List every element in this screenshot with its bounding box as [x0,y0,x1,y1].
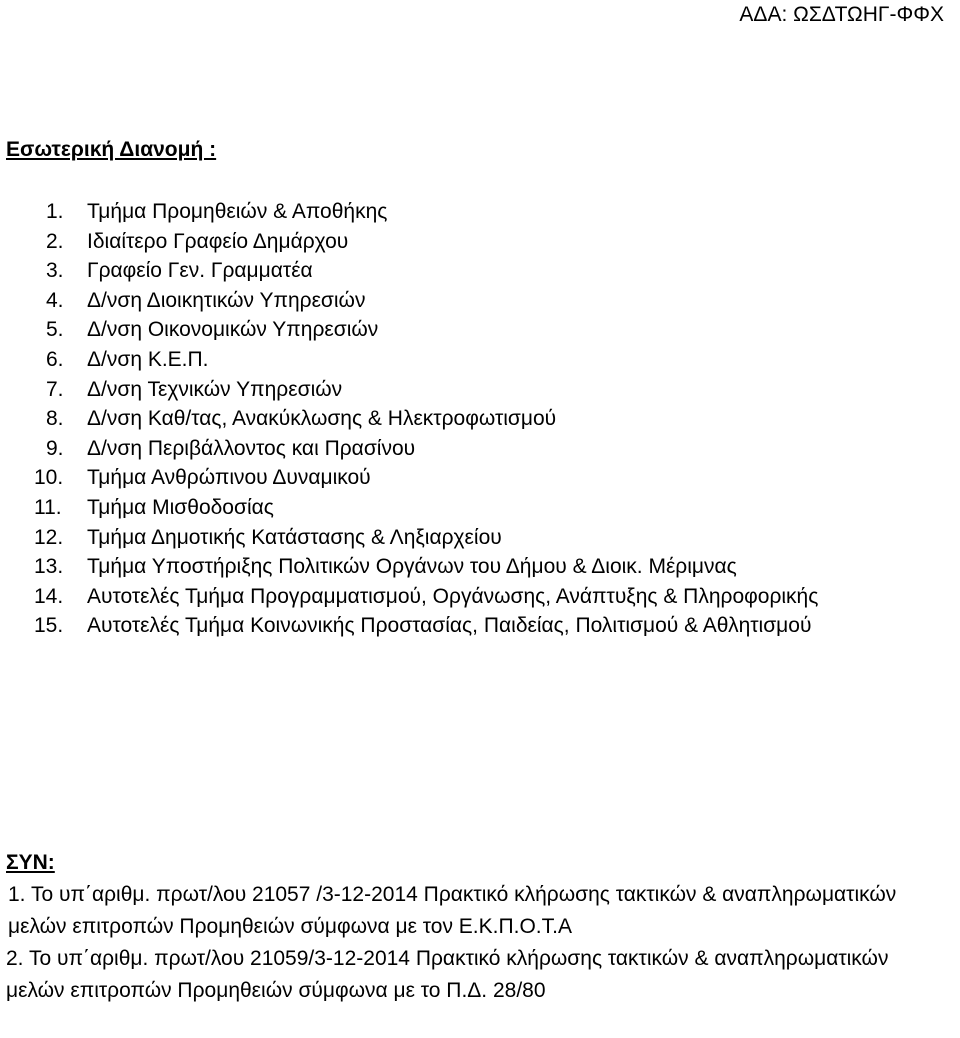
list-item-text: Δ/νση Καθ/τας, Ανακύκλωσης & Ηλεκτροφωτισμού [87,407,557,431]
list-item-number: 4. [46,288,64,312]
internal-distribution-heading: Εσωτερική Διανομή : [6,138,217,161]
list-item [0,493,960,523]
list-item-number: 15. [34,614,64,638]
list-item [0,523,960,553]
list-item-number: 9. [46,436,64,460]
list-item-number: 10. [34,466,64,490]
attachment-item: 2. Το υπ΄αριθμ. πρωτ/λου 21059/3-12-2014 Πρακτικό κλήρωσης τακτικών & αναπληρωματικών μελών επιτροπών Προμηθειών σύμφωνα με το Π.Δ. 28/80 [6,947,889,1002]
list-item-number: 14. [34,584,64,608]
list-item [0,227,960,257]
list-item [0,315,960,345]
list-item-text: Δ/νση Διοικητικών Υπηρεσιών [87,288,366,312]
attachments-list [6,879,942,1007]
list-item [0,286,960,316]
list-item [0,404,960,434]
ada-code: ΑΔΑ: ΩΣΔΤΩΗΓ-ΦΦΧ [739,3,944,26]
list-item-text: Δ/νση Περιβάλλοντος και Πρασίνου [87,436,416,460]
list-item [0,463,960,493]
list-item-number: 8. [46,407,64,431]
attachments-heading: ΣΥΝ: [6,851,55,874]
list-item [0,611,960,641]
list-item-number: 3. [46,259,64,283]
list-item-number: 6. [46,347,64,371]
list-item-number: 13. [34,555,64,579]
list-item-text: Γραφείο Γεν. Γραμματέα [87,259,313,283]
list-item-text: Δ/νση Κ.Ε.Π. [87,347,209,371]
list-item [0,197,960,227]
list-item-text: Αυτοτελές Τμήμα Προγραμματισμού, Οργάνωσης, Ανάπτυξης & Πληροφορικής [87,584,819,608]
list-item [0,345,960,375]
list-item-text: Δ/νση Οικονομικών Υπηρεσιών [87,318,379,342]
list-item [0,375,960,405]
list-item-text: Δ/νση Τεχνικών Υπηρεσιών [87,377,343,401]
list-item-text: Τμήμα Μισθοδοσίας [87,495,274,519]
list-item-number: 5. [46,318,64,342]
list-item-text: Ιδιαίτερο Γραφείο Δημάρχου [87,229,349,253]
attachment-item: 1. Το υπ΄αριθμ. πρωτ/λου 21057 /3-12-2014 Πρακτικό κλήρωσης τακτικών & αναπληρωματικών μελών επιτροπών Προμηθειών σύμφωνα με τον Ε.Κ.Π.Ο.Τ.Α [8,883,897,938]
list-item-text: Τμήμα Υποστήριξης Πολιτικών Οργάνων του Δήμου & Διοικ. Μέριμνας [87,555,737,579]
list-item-number: 2. [46,229,64,253]
list-item-number: 11. [34,495,62,519]
list-item [0,256,960,286]
list-item-text: Αυτοτελές Τμήμα Κοινωνικής Προστασίας, Παιδείας, Πολιτισμού & Αθλητισμού [87,614,812,638]
list-item-text: Τμήμα Προμηθειών & Αποθήκης [87,200,388,223]
list-item-text: Τμήμα Ανθρώπινου Δυναμικού [87,466,371,490]
list-item-number: 12. [34,525,64,549]
list-item [0,552,960,582]
list-item-number: 1. [46,200,64,223]
list-item [0,582,960,612]
list-item-number: 7. [46,377,64,401]
list-item [0,434,960,464]
list-item-text: Τμήμα Δημοτικής Κατάστασης & Ληξιαρχείου [87,525,502,549]
internal-distribution-list [0,197,960,641]
